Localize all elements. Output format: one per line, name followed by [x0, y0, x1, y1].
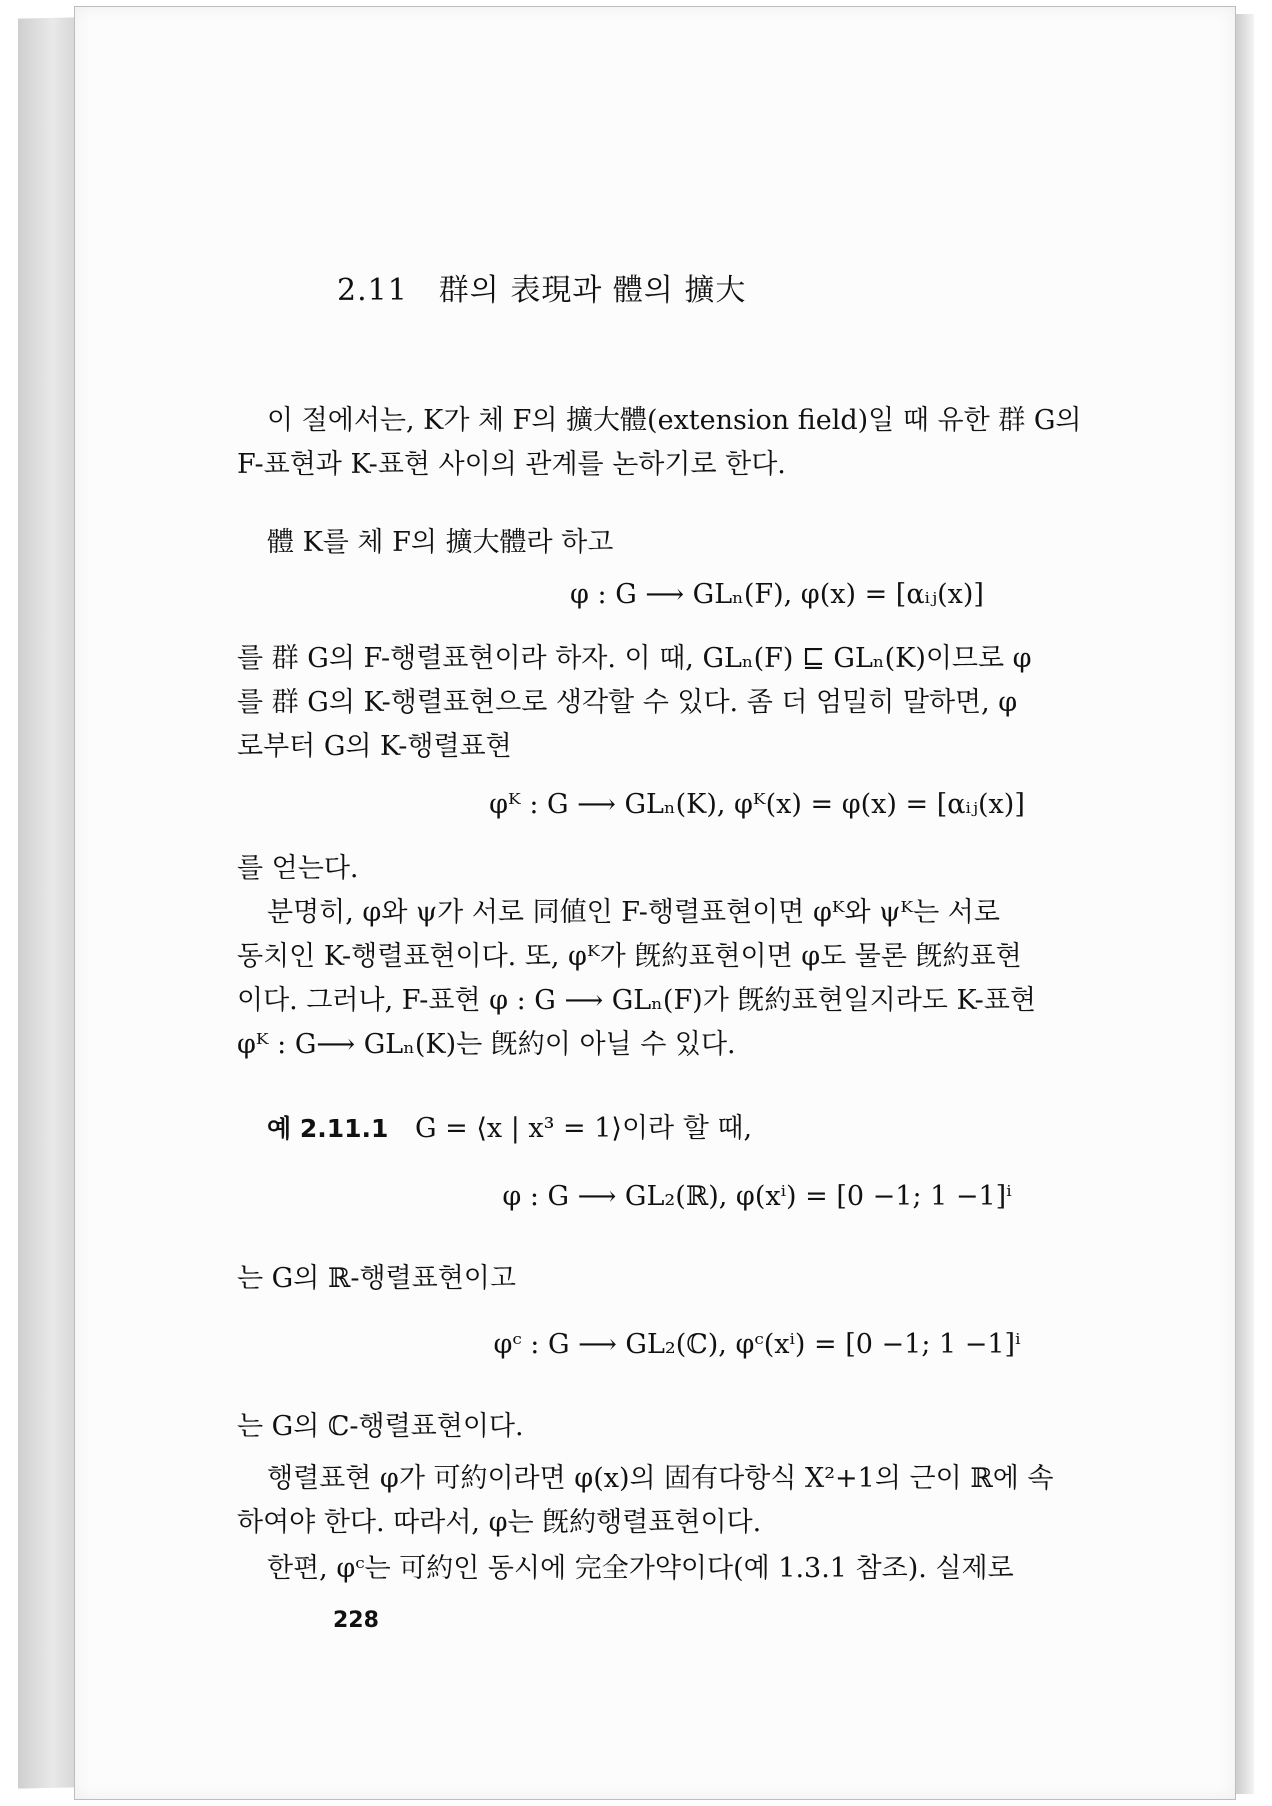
equation-3: φ : G ⟶ GL₂(ℝ), φ(xⁱ) = [0 −1; 1 −1]ⁱ — [502, 1181, 1012, 1212]
example-heading — [267, 1107, 752, 1151]
intro-line-1: 이 절에서는, K가 체 F의 擴大體(extension field)일 때 유한 群 G의 — [267, 405, 1082, 436]
paragraph-5: 는 G의 ℝ-행렬표현이고 — [237, 1263, 516, 1294]
paragraph-3: 를 얻는다. — [237, 853, 359, 884]
paragraph-7-line-2: 하여야 한다. 따라서, φ는 旣約행렬표현이다. — [237, 1507, 762, 1538]
page-number: 228 — [333, 1608, 379, 1633]
paragraph-2-line-1: 를 群 G의 F-행렬표현이라 하자. 이 때, GLₙ(F) ⊑ GLₙ(K)이므로 φ — [237, 643, 1032, 674]
paragraph-6: 는 G의 ℂ-행렬표현이다. — [237, 1411, 524, 1442]
paragraph-2-line-3: 로부터 G의 K-행렬표현 — [237, 731, 512, 762]
paragraph-4-line-1: 분명히, φ와 ψ가 서로 同値인 F-행렬표현이면 φᴷ와 ψᴷ는 서로 — [267, 897, 1000, 928]
paragraph-4-line-3: 이다. 그러나, F-표현 φ : G ⟶ GLₙ(F)가 旣約표현일지라도 K-표현 — [237, 985, 1036, 1016]
intro-line-2: F-표현과 K-표현 사이의 관계를 논하기로 한다. — [237, 449, 786, 480]
section-heading: 2.11 群의 表現과 體의 擴大 — [337, 273, 747, 308]
equation-4: φᶜ : G ⟶ GL₂(ℂ), φᶜ(xⁱ) = [0 −1; 1 −1]ⁱ — [493, 1329, 1021, 1360]
paragraph-7-line-1: 행렬표현 φ가 可約이라면 φ(x)의 固有다항식 X²+1의 근이 ℝ에 속 — [267, 1463, 1054, 1494]
example-label: 예 2.11.1 — [267, 1114, 389, 1143]
paragraph-4-line-4: φᴷ : G⟶ GLₙ(K)는 旣約이 아닐 수 있다. — [237, 1029, 736, 1060]
equation-1: φ : G ⟶ GLₙ(F), φ(x) = [αᵢⱼ(x)] — [570, 579, 984, 610]
equation-2: φᴷ : G ⟶ GLₙ(K), φᴷ(x) = φ(x) = [αᵢⱼ(x)] — [489, 789, 1025, 820]
paragraph-2-line-2: 를 群 G의 K-행렬표현으로 생각할 수 있다. 좀 더 엄밀히 말하면, φ — [237, 687, 1018, 718]
paragraph-1: 體 K를 체 F의 擴大體라 하고 — [267, 527, 614, 558]
paragraph-4-line-2: 동치인 K-행렬표현이다. 또, φᴷ가 旣約표현이면 φ도 물론 旣約표현 — [237, 941, 1022, 972]
book-spine — [18, 17, 76, 1788]
paragraph-8: 한편, φᶜ는 可約인 동시에 完全가약이다(예 1.3.1 참조). 실제로 — [267, 1553, 1014, 1584]
book-page — [74, 6, 1236, 1800]
example-text: G = ⟨x | x³ = 1⟩이라 할 때, — [415, 1113, 753, 1144]
